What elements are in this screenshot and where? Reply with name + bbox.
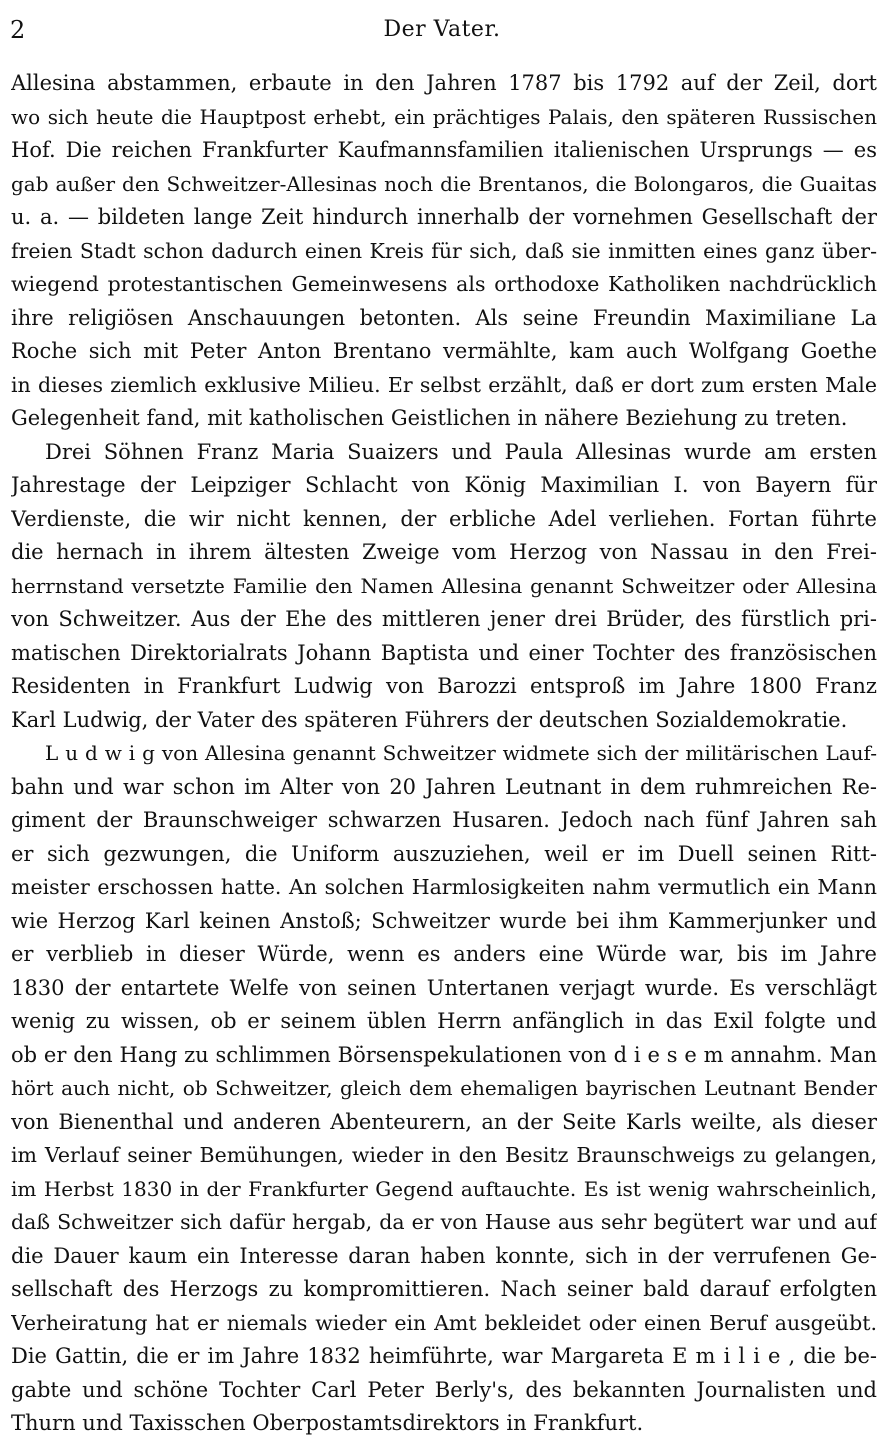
text-line: sellschaft des Herzogs zu kompromittieren. Nach seiner bald darauf erfolgten xyxy=(11,1277,877,1301)
page-number: 2 xyxy=(10,16,26,44)
text-line: Verheiratung hat er niemals wieder ein Amt bekleidet oder einen Beruf ausgeübt. xyxy=(11,1310,877,1335)
text-line: Roche sich mit Peter Anton Brentano vermählte, kam auch Wolfgang Goethe xyxy=(11,339,877,363)
text-line: Thurn und Taxisschen Oberpostamtsdirektors in Frankfurt. xyxy=(11,1411,644,1435)
text-line: von Schweitzer. Aus der Ehe des mittleren jener drei Brüder, des fürstlich pri- xyxy=(11,607,877,631)
text-line: herrnstand versetzte Familie den Namen Allesina genannt Schweitzer oder Allesina xyxy=(11,573,877,598)
text-line: Residenten in Frankfurt Ludwig von Barozzi entsproß im Jahre 1800 Franz xyxy=(11,674,877,698)
text-line: ihre religiösen Anschauungen betonten. Als seine Freundin Maximiliane La xyxy=(11,305,877,330)
text-line: im Verlauf seiner Bemühungen, wieder in den Besitz Braunschweigs zu gelangen, xyxy=(11,1143,877,1167)
body-text xyxy=(11,67,877,1441)
running-head: Der Vater. xyxy=(383,17,501,42)
text-line: wenig zu wissen, ob er seinem üblen Herrn anfänglich in das Exil folgte und xyxy=(11,1009,877,1033)
text-line: u. a. — bildeten lange Zeit hindurch innerhalb der vornehmen Gesellschaft der xyxy=(11,205,877,229)
text-line: Die Gattin, die er im Jahre 1832 heimführte, war Margareta E m i l i e , die be- xyxy=(11,1344,877,1368)
text-line: wiegend protestantischen Gemeinwesens als orthodoxe Katholiken nachdrücklich xyxy=(11,272,877,296)
text-line: Jahrestage der Leipziger Schlacht von König Maximilian I. von Bayern für xyxy=(11,473,877,497)
text-line: er verblieb in dieser Würde, wenn es anders eine Würde war, bis im Jahre xyxy=(11,942,877,966)
text-line: Allesina abstammen, erbaute in den Jahren 1787 bis 1792 auf der Zeil, dort xyxy=(11,71,877,95)
text-line: er sich gezwungen, die Uniform auszuziehen, weil er im Duell seinen Ritt- xyxy=(11,841,877,866)
text-line: von Bienenthal und anderen Abenteurern, an der Seite Karls weilte, als dieser xyxy=(11,1109,877,1134)
text-line: bahn und war schon im Alter von 20 Jahren Leutnant in dem ruhmreichen Re- xyxy=(11,774,877,799)
text-line: gabte und schöne Tochter Carl Peter Berly's, des bekannten Journalisten und xyxy=(11,1377,877,1402)
text-line: giment der Braunschweiger schwarzen Husaren. Jedoch nach fünf Jahren sah xyxy=(11,808,877,832)
text-line: matischen Direktorialrats Johann Baptista und einer Tochter des französischen xyxy=(11,640,877,665)
text-line: daß Schweitzer sich dafür hergab, da er von Hause aus sehr begütert war und auf xyxy=(11,1210,877,1234)
text-line: gab außer den Schweitzer-Allesinas noch die Brentanos, die Bolongaros, die Guaitas xyxy=(11,171,877,196)
text-line: wie Herzog Karl keinen Anstoß; Schweitzer wurde bei ihm Kammerjunker und xyxy=(11,908,877,933)
text-line: Drei Söhnen Franz Maria Suaizers und Paula Allesinas wurde am ersten xyxy=(45,439,877,464)
text-line: wo sich heute die Hauptpost erhebt, ein prächtiges Palais, den späteren Russischen xyxy=(11,104,877,129)
text-line: Karl Ludwig, der Vater des späteren Führers der deutschen Sozialdemokratie. xyxy=(11,707,848,732)
text-line: Verdienste, die wir nicht kennen, der erbliche Adel verliehen. Fortan führte xyxy=(11,506,877,531)
text-line: im Herbst 1830 in der Frankfurter Gegend auftauchte. Es ist wenig wahrscheinlich, xyxy=(11,1176,877,1201)
page-header xyxy=(8,12,876,48)
text-line: freien Stadt schon dadurch einen Kreis für sich, daß sie inmitten eines ganz über- xyxy=(11,238,877,263)
text-line: ob er den Hang zu schlimmen Börsenspekulationen von d i e s e m annahm. Man xyxy=(11,1042,877,1067)
text-line: die hernach in ihrem ältesten Zweige vom Herzog von Nassau in den Frei- xyxy=(11,540,877,564)
text-line: in dieses ziemlich exklusive Milieu. Er selbst erzählt, daß er dort zum ersten Male xyxy=(11,372,877,397)
text-line: 1830 der entartete Welfe von seinen Untertanen verjagt wurde. Es verschlägt xyxy=(11,975,877,1000)
text-line: Gelegenheit fand, mit katholischen Geistlichen in nähere Beziehung zu treten. xyxy=(11,406,848,430)
text-line: die Dauer kaum ein Interesse daran haben konnte, sich in der verrufenen Ge- xyxy=(11,1243,877,1268)
text-line: L u d w i g von Allesina genannt Schweitzer widmete sich der militärischen Lauf- xyxy=(45,741,877,765)
text-line: Hof. Die reichen Frankfurter Kaufmannsfamilien italienischen Ursprungs — es xyxy=(11,138,877,162)
text-line: meister erschossen hatte. An solchen Harmlosigkeiten nahm vermutlich ein Mann xyxy=(11,875,877,899)
text-line: hört auch nicht, ob Schweitzer, gleich dem ehemaligen bayrischen Leutnant Bender xyxy=(11,1076,877,1100)
